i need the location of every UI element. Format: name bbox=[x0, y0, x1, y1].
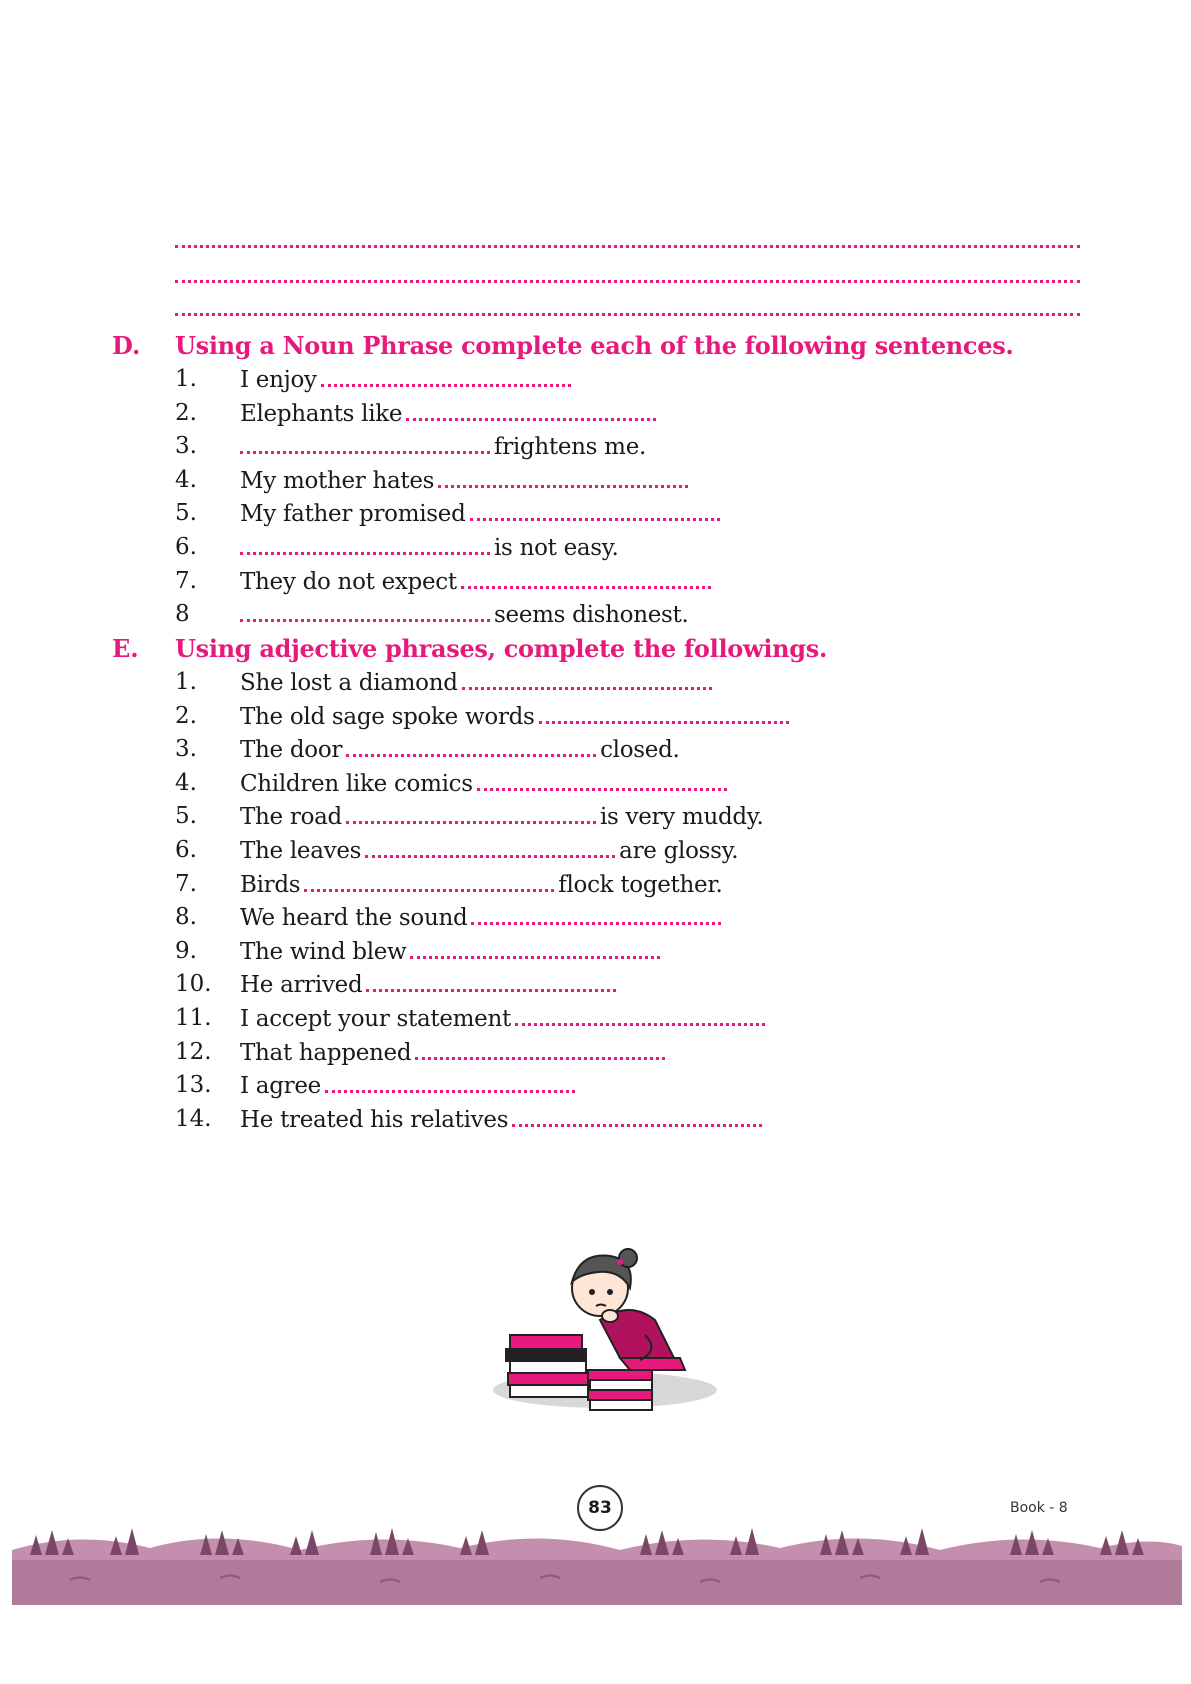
question-prompt: I enjoy bbox=[240, 367, 317, 393]
question-text bbox=[240, 566, 715, 597]
question-text bbox=[240, 936, 664, 967]
question-number: 12. bbox=[175, 1038, 212, 1065]
question-prompt: My mother hates bbox=[240, 467, 435, 494]
answer-blank[interactable] bbox=[410, 936, 660, 959]
question-prompt: My father promised bbox=[240, 501, 466, 528]
question-text bbox=[240, 734, 680, 765]
question-prompt: The old sage spoke words bbox=[240, 703, 535, 730]
answer-line[interactable] bbox=[175, 280, 1080, 283]
answer-blank[interactable] bbox=[321, 364, 571, 387]
book-label: Book - 8 bbox=[1010, 1500, 1068, 1516]
question-number: 7. bbox=[175, 870, 197, 897]
question-number: 3. bbox=[175, 736, 197, 763]
answer-blank[interactable] bbox=[515, 1003, 765, 1026]
question-text bbox=[240, 1070, 579, 1101]
answer-blank[interactable] bbox=[470, 498, 720, 521]
question-text bbox=[240, 1037, 669, 1068]
question-prompt: The road bbox=[240, 804, 342, 831]
question-number: 10. bbox=[175, 971, 212, 998]
question-number: 5. bbox=[175, 803, 197, 830]
question-item bbox=[0, 665, 1000, 699]
answer-blank[interactable] bbox=[346, 734, 596, 757]
question-item bbox=[0, 799, 1000, 833]
question-suffix: flock together. bbox=[558, 871, 723, 898]
question-number: 14. bbox=[175, 1105, 212, 1132]
girl-reading-books-illustration bbox=[480, 1240, 720, 1425]
answer-line[interactable] bbox=[175, 313, 1080, 316]
page-number: 83 bbox=[577, 1485, 623, 1531]
question-item bbox=[0, 362, 1000, 396]
question-number: 3. bbox=[175, 433, 197, 460]
question-text bbox=[240, 599, 688, 630]
answer-line[interactable] bbox=[175, 245, 1080, 248]
question-item bbox=[0, 934, 1000, 968]
answer-blank[interactable] bbox=[461, 566, 711, 589]
question-prompt: The door bbox=[240, 737, 343, 764]
question-prompt: The leaves bbox=[240, 838, 362, 864]
question-text bbox=[240, 667, 716, 698]
question-suffix: seems dishonest. bbox=[494, 602, 689, 629]
question-text bbox=[240, 768, 731, 799]
answer-blank[interactable] bbox=[240, 532, 490, 555]
question-number: 13. bbox=[175, 1072, 212, 1099]
question-text bbox=[240, 465, 692, 496]
question-prompt: Birds bbox=[240, 871, 301, 898]
section-e-title: Using adjective phrases, complete the followings. bbox=[175, 634, 828, 663]
question-prompt: I accept your statement bbox=[240, 1006, 511, 1032]
question-number: 8 bbox=[175, 601, 190, 628]
question-item bbox=[0, 766, 1000, 800]
answer-blank[interactable] bbox=[477, 768, 727, 791]
question-text bbox=[240, 431, 646, 462]
question-item bbox=[0, 396, 1000, 430]
answer-blank[interactable] bbox=[415, 1037, 665, 1060]
question-number: 4. bbox=[175, 769, 197, 796]
answer-blank[interactable] bbox=[462, 667, 712, 690]
answer-blank[interactable] bbox=[406, 398, 656, 421]
question-text bbox=[240, 1003, 769, 1034]
answer-blank[interactable] bbox=[304, 869, 554, 892]
question-item bbox=[0, 1035, 1000, 1069]
question-item bbox=[0, 496, 1000, 530]
answer-blank[interactable] bbox=[346, 801, 596, 824]
section-d-title: Using a Noun Phrase complete each of the following sentences. bbox=[175, 331, 1014, 360]
question-number: 7. bbox=[175, 567, 197, 594]
question-prompt: Elephants like bbox=[240, 400, 403, 427]
question-number: 2. bbox=[175, 702, 197, 729]
question-item bbox=[0, 1001, 1000, 1035]
question-suffix: frightens me. bbox=[494, 434, 647, 461]
question-prompt: They do not expect bbox=[240, 568, 457, 595]
section-e-letter: E. bbox=[112, 634, 139, 663]
question-item bbox=[0, 429, 1000, 463]
question-item bbox=[0, 867, 1000, 901]
question-text bbox=[240, 969, 620, 1000]
answer-blank[interactable] bbox=[325, 1070, 575, 1093]
question-number: 9. bbox=[175, 937, 197, 964]
question-item bbox=[0, 833, 1000, 867]
question-prompt: He treated his relatives bbox=[240, 1106, 509, 1133]
question-prompt: She lost a diamond bbox=[240, 670, 458, 696]
question-item bbox=[0, 732, 1000, 766]
section-d-letter: D. bbox=[112, 331, 141, 360]
question-item bbox=[0, 699, 1000, 733]
question-number: 11. bbox=[175, 1005, 212, 1031]
answer-blank[interactable] bbox=[438, 465, 688, 488]
question-item bbox=[0, 1102, 1000, 1136]
question-prompt: He arrived bbox=[240, 972, 363, 999]
question-item bbox=[0, 463, 1000, 497]
question-text bbox=[240, 701, 793, 732]
question-text bbox=[240, 364, 575, 395]
question-prompt: Children like comics bbox=[240, 770, 473, 797]
question-number: 6. bbox=[175, 837, 197, 863]
question-number: 6. bbox=[175, 534, 197, 560]
question-number: 1. bbox=[175, 669, 197, 695]
question-text bbox=[240, 869, 723, 900]
question-suffix: are glossy. bbox=[619, 838, 739, 864]
answer-blank[interactable] bbox=[240, 599, 490, 622]
question-item bbox=[0, 1068, 1000, 1102]
question-number: 5. bbox=[175, 500, 197, 527]
answer-blank[interactable] bbox=[240, 431, 490, 454]
question-text bbox=[240, 835, 738, 866]
answer-blank[interactable] bbox=[471, 902, 721, 925]
question-text bbox=[240, 1104, 766, 1135]
question-number: 2. bbox=[175, 399, 197, 426]
answer-blank[interactable] bbox=[539, 701, 789, 724]
question-prompt: That happened bbox=[240, 1039, 412, 1066]
question-item bbox=[0, 530, 1000, 564]
question-number: 1. bbox=[175, 366, 197, 392]
answer-blank[interactable] bbox=[365, 835, 615, 858]
question-text bbox=[240, 902, 725, 933]
question-prompt: The wind blew bbox=[240, 938, 407, 965]
question-text bbox=[240, 398, 660, 429]
question-item bbox=[0, 564, 1000, 598]
answer-blank[interactable] bbox=[512, 1104, 762, 1127]
question-prompt: I agree bbox=[240, 1073, 321, 1100]
question-suffix: closed. bbox=[600, 737, 680, 764]
question-suffix: is not easy. bbox=[494, 535, 619, 561]
question-item bbox=[0, 597, 1000, 631]
question-number: 8. bbox=[175, 904, 197, 931]
question-item bbox=[0, 967, 1000, 1001]
question-number: 4. bbox=[175, 466, 197, 493]
question-text bbox=[240, 801, 763, 832]
question-text bbox=[240, 532, 618, 563]
question-text bbox=[240, 498, 724, 529]
answer-blank[interactable] bbox=[366, 969, 616, 992]
question-item bbox=[0, 900, 1000, 934]
question-prompt: We heard the sound bbox=[240, 905, 468, 932]
question-suffix: is very muddy. bbox=[599, 804, 764, 831]
